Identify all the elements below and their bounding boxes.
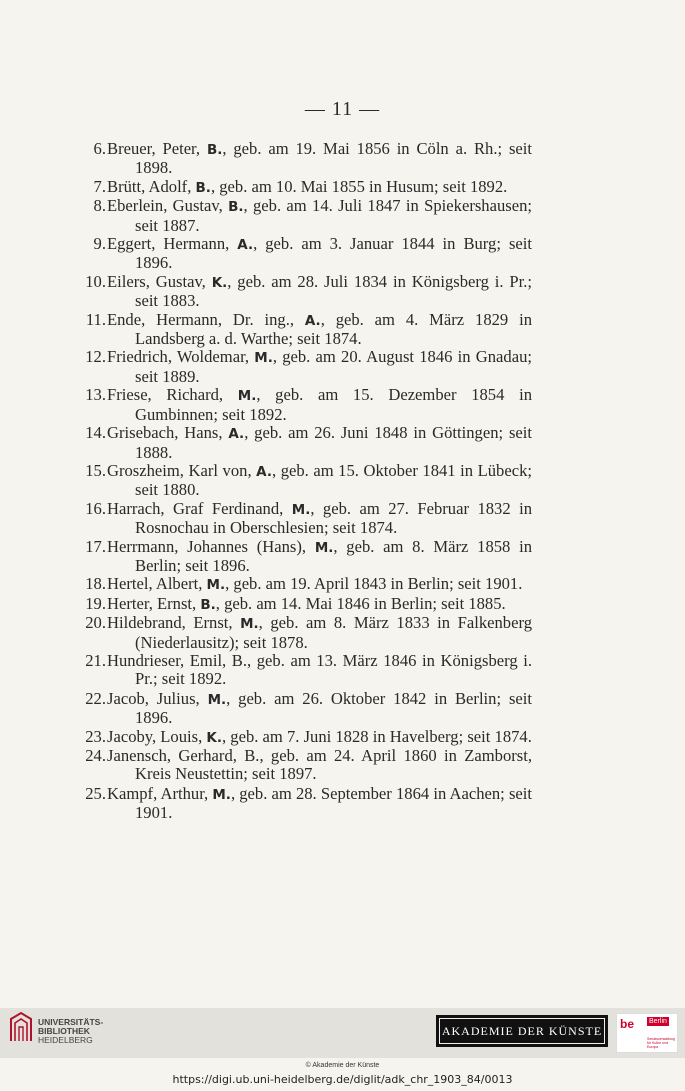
- entry-name: Hundrieser, Emil, B., geb. am 13. März 1846 in Königsberg i. Pr.; seit 1892.: [107, 650, 532, 689]
- entry-section-code: M.: [314, 539, 334, 556]
- list-item: [82, 690, 532, 728]
- entry-details: , geb. am 28. September 1864 in Aachen; seit 1901.: [135, 783, 532, 823]
- entry-text: [107, 178, 532, 197]
- entry-section-code: A.: [304, 312, 321, 329]
- entry-section-code: M.: [207, 691, 227, 708]
- entry-details: , geb. am 15. Oktober 1841 in Lübeck; seit 1880.: [135, 460, 532, 500]
- entry-number: 9.: [93, 234, 106, 254]
- entry-number: 16.: [85, 498, 106, 518]
- list-item: [82, 500, 532, 538]
- entry-text: [107, 235, 532, 273]
- entry-name: Brütt, Adolf,: [107, 176, 196, 196]
- entry-name: Grisebach, Hans,: [107, 423, 229, 443]
- entry-details: , geb. am 19. Mai 1856 in Cöln a. Rh.; seit 1898.: [135, 139, 532, 178]
- university-library-logo[interactable]: [8, 1011, 34, 1045]
- entry-section-code: M.: [212, 786, 231, 803]
- entry-number: 24.: [85, 746, 106, 765]
- entry-name: Eggert, Hermann,: [107, 234, 238, 254]
- entry-name: Breuer, Peter,: [107, 139, 207, 158]
- entry-number: 7.: [93, 176, 106, 196]
- entry-name: Herrmann, Johannes (Hans),: [107, 536, 315, 556]
- entry-details: , geb. am 26. Juni 1848 in Göttingen; seit 1888.: [135, 423, 532, 462]
- entry-number: 10.: [85, 271, 106, 291]
- entry-details: , geb. am 8. März 1833 in Falkenberg (Niederlausitz); seit 1878.: [135, 613, 532, 652]
- entry-details: , geb. am 8. März 1858 in Berlin; seit 1896.: [135, 536, 532, 575]
- entry-text: [107, 538, 532, 576]
- list-item: [82, 386, 532, 424]
- entry-number: 14.: [85, 423, 106, 443]
- entry-name: Eberlein, Gustav,: [107, 196, 229, 216]
- uni-line-1: UNIVERSITÄTS-: [38, 1017, 104, 1027]
- entry-section-code: A.: [228, 426, 245, 443]
- entry-text: [107, 747, 532, 785]
- uni-line-3: HEIDELBERG: [38, 1035, 93, 1045]
- entry-section-code: K.: [211, 274, 228, 291]
- list-item: [82, 728, 532, 747]
- entry-number: 21.: [85, 650, 106, 670]
- entry-text: [107, 690, 532, 728]
- entry-text: [107, 728, 532, 747]
- uni-line-2: BIBLIOTHEK: [38, 1026, 90, 1036]
- entry-name: Hildebrand, Ernst,: [107, 613, 241, 633]
- entry-details: , geb. am 19. April 1843 in Berlin; seit 1901.: [225, 574, 523, 594]
- entry-section-code: K.: [206, 729, 222, 746]
- entry-text: [107, 500, 532, 538]
- entry-number: 13.: [85, 385, 106, 405]
- entry-details: , geb. am 4. März 1829 in Landsberg a. d. Warthe; seit 1874.: [135, 309, 532, 349]
- list-item: [82, 595, 532, 614]
- entry-details: , geb. am 3. Januar 1844 in Burg; seit 1896.: [135, 234, 532, 273]
- entry-number: 25.: [85, 783, 106, 803]
- berlin-senate-logo[interactable]: [616, 1013, 678, 1053]
- entry-text: [107, 595, 532, 614]
- entry-name: Jacob, Julius,: [107, 688, 208, 708]
- entry-details: , geb. am 26. Oktober 1842 in Berlin; seit 1896.: [135, 688, 532, 728]
- entry-text: [107, 785, 532, 823]
- entry-text: [107, 614, 532, 652]
- member-list: [82, 140, 532, 823]
- akademie-label: AKADEMIE DER KÜNSTE: [439, 1018, 605, 1044]
- entry-name: Herter, Ernst,: [107, 593, 201, 613]
- entry-name: Ende, Hermann, Dr. ing.,: [107, 309, 305, 329]
- entry-number: 6.: [93, 139, 106, 158]
- entry-number: 17.: [85, 536, 106, 556]
- page-number: — 11 —: [304, 98, 381, 120]
- list-item: [82, 348, 532, 386]
- entry-name: Harrach, Graf Ferdinand,: [107, 498, 292, 518]
- list-item: [82, 785, 532, 823]
- entry-section-code: B.: [200, 596, 216, 613]
- entry-section-code: B.: [228, 199, 244, 216]
- be-mark: be: [620, 1017, 635, 1031]
- entry-number: 15.: [85, 460, 106, 480]
- entry-section-code: M.: [206, 577, 226, 594]
- entry-name: Kampf, Arthur,: [107, 783, 213, 803]
- copyright-credit: © Akademie der Künste: [305, 1062, 380, 1069]
- entry-text: [107, 273, 532, 311]
- entry-name: Friedrich, Woldemar,: [107, 347, 255, 367]
- entry-number: 20.: [85, 613, 106, 633]
- list-item: [82, 538, 532, 576]
- entry-name: Jacoby, Louis,: [107, 726, 207, 746]
- entry-number: 23.: [85, 726, 106, 746]
- list-item: [82, 747, 532, 785]
- entry-number: 11.: [85, 309, 106, 329]
- entry-details: , geb. am 28. Juli 1834 in Königsberg i. Pr.; seit 1883.: [135, 271, 532, 311]
- entry-details: , geb. am 20. August 1846 in Gnadau; seit 1889.: [135, 347, 532, 386]
- entry-name: Friese, Richard,: [107, 385, 238, 405]
- entry-text: [107, 424, 532, 462]
- entry-section-code: M.: [240, 616, 259, 633]
- entry-text: [107, 652, 532, 690]
- list-item: [82, 140, 532, 178]
- entry-number: 8.: [93, 196, 106, 216]
- entry-details: , geb. am 7. Juni 1828 in Havelberg; seit 1874.: [222, 726, 532, 746]
- entry-text: [107, 197, 532, 235]
- entry-text: [107, 140, 532, 178]
- list-item: [82, 235, 532, 273]
- entry-section-code: A.: [256, 463, 272, 480]
- entry-number: 12.: [85, 347, 106, 367]
- entry-details: , geb. am 14. Juli 1847 in Spiekershausen; seit 1887.: [135, 196, 532, 235]
- entry-text: [107, 311, 532, 349]
- berlin-mark: Berlin: [649, 1018, 667, 1025]
- entry-details: , geb. am 15. Dezember 1854 in Gumbinnen; seit 1892.: [135, 385, 532, 424]
- entry-name: Groszheim, Karl von,: [107, 460, 257, 480]
- entry-details: , geb. am 10. Mai 1855 in Husum; seit 1892.: [210, 176, 508, 196]
- entry-section-code: B.: [206, 142, 223, 158]
- university-library-name[interactable]: [38, 1018, 103, 1045]
- akademie-logo[interactable]: [436, 1015, 608, 1047]
- list-item: [82, 652, 532, 690]
- entry-section-code: M.: [291, 501, 311, 518]
- entry-section-code: A.: [237, 237, 254, 254]
- entry-section-code: M.: [237, 388, 257, 405]
- entry-number: 22.: [85, 688, 106, 708]
- entry-details: , geb. am 14. Mai 1846 in Berlin; seit 1885.: [215, 593, 506, 613]
- list-item: [82, 197, 532, 235]
- list-item: [82, 424, 532, 462]
- entry-name: Hertel, Albert,: [107, 574, 207, 594]
- entry-text: [107, 462, 532, 500]
- list-item: [82, 462, 532, 500]
- entry-name: Janensch, Gerhard, B., geb. am 24. April 1860 in Zamborst, Kreis Neustettin; seit 1897.: [107, 746, 532, 784]
- entry-section-code: M.: [254, 350, 273, 367]
- berlin-subtitle: Senatsverwaltung für Kultur und Europa: [647, 1037, 675, 1049]
- entry-text: [107, 575, 532, 594]
- entry-name: Eilers, Gustav,: [107, 271, 212, 291]
- list-item: [82, 273, 532, 311]
- list-item: [82, 614, 532, 652]
- entry-section-code: B.: [195, 179, 211, 196]
- source-url[interactable]: https://digi.ub.uni-heidelberg.de/diglit/adk_chr_1903_84/0013: [172, 1073, 513, 1086]
- list-item: [82, 575, 532, 594]
- list-item: [82, 311, 532, 349]
- list-item: [82, 178, 532, 197]
- entry-number: 18.: [85, 574, 106, 594]
- entry-number: 19.: [85, 593, 106, 613]
- entry-text: [107, 348, 532, 386]
- entry-text: [107, 386, 532, 424]
- entry-details: , geb. am 27. Februar 1832 in Rosnochau in Oberschlesien; seit 1874.: [135, 498, 532, 538]
